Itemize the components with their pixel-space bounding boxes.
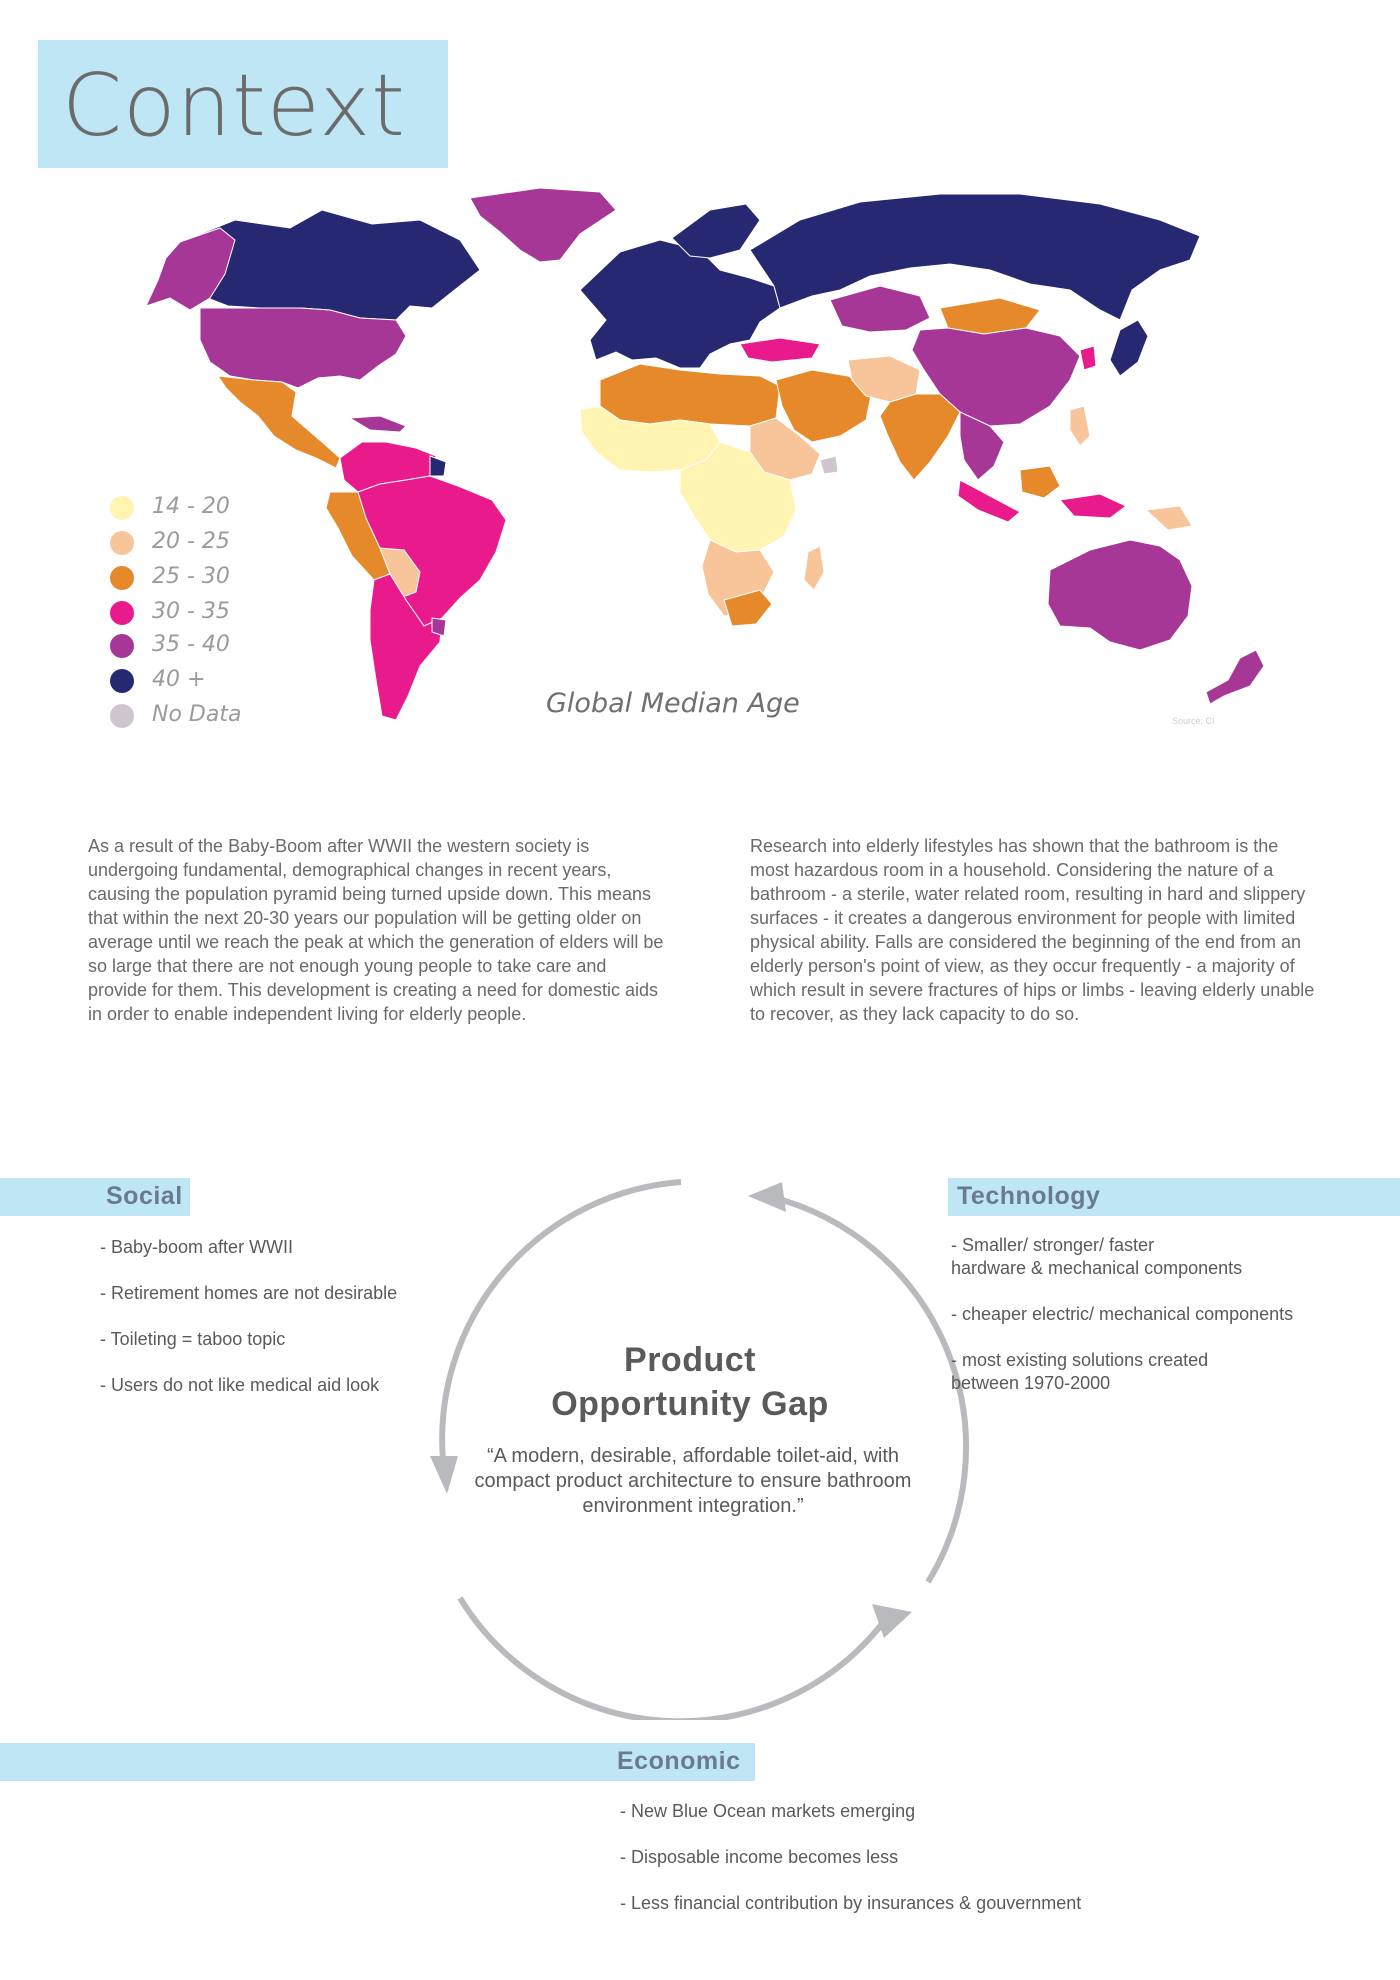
legend-label: 20 - 25 [152,529,230,554]
list-item: - most existing solutions created between 1970-2000 [951,1350,1209,1393]
list-item: - Smaller/ stronger/ faster hardware & mechanical components [951,1235,1243,1278]
legend-label: 40 + [152,667,206,692]
intro-paragraph-right: Research into elderly lifestyles has shown that the bathroom is the most hazardous room in a household. Considering the nature of a bathroom - a sterile, water related room, resulting in hard and slippery surfaces - it creates a dangerous environment for people with limited physical ability. Falls are considered the beginning of the end from an elderly person's point of view, as they occur frequently - a majority of which result in severe fractures of hips or limbs - leaving elderly unable to recover, as they lack capacity to do so. [750,836,1315,1024]
map-region-mexico [218,376,340,468]
list-item: - Less financial contribution by insurances & gouvernment [620,1893,1082,1913]
legend-swatch [110,669,134,693]
map-region-madagascar [804,546,824,590]
legend-item [110,665,310,695]
product-opportunity-gap-quote: “A modern, desirable, affordable toilet-aid, with compact product architecture to ensure bathroom environment integration.” [474,1445,912,1517]
list-item: - Disposable income becomes less [620,1847,899,1867]
pog-title-line-2: Opportunity Gap [551,1385,829,1423]
legend-item [110,630,310,660]
map-region-philippines [1070,406,1090,446]
legend-item [110,597,310,627]
technology-heading: Technology [957,1182,1101,1210]
legend-label: 14 - 20 [152,494,230,519]
list-item: - Retirement homes are not desirable [100,1283,398,1303]
map-region-papua-new-guinea [1146,506,1192,530]
legend-item [110,492,310,522]
list-item: - Toileting = taboo topic [100,1329,286,1349]
map-region-turkey [740,338,820,362]
list-item: - Users do not like medical aid look [100,1375,380,1395]
map-region-new-zealand [1206,650,1264,704]
legend-swatch [110,601,134,625]
economic-list [620,1800,1081,1938]
legend-item [110,700,310,730]
cycle-arrow-head-top [748,1182,786,1212]
legend-swatch [110,496,134,520]
map-caption: Global Median Age [546,688,800,719]
legend-swatch [110,566,134,590]
map-region-no-data [820,456,838,474]
intro-paragraph-left: As a result of the Baby-Boom after WWII the western society is undergoing fundamental, demographical changes in recent years, causing the population pyramid being turned upside down. This means that within the next 20-30 years our population will be getting older on average until we reach the peak at which the generation of elders will be so large that there are not enough young people to take care and provide for them. This development is creating a need for domestic aids in order to enable independent living for elderly people. [88,836,664,1024]
legend-item [110,527,310,557]
legend-label: 35 - 40 [152,632,230,657]
page-title: Context [62,56,406,156]
map-region-borneo [1020,466,1060,498]
social-heading: Social [106,1182,183,1210]
map-region-korea [1080,346,1096,370]
cycle-arc-bottom [460,1598,885,1720]
list-item: - Baby-boom after WWII [100,1237,294,1257]
cycle-diagram [400,1160,980,1720]
pog-title-line-1: Product [624,1341,756,1379]
map-region-indonesia-west [958,480,1020,522]
map-region-indonesia-east [1060,494,1126,518]
map-region-japan [1110,320,1148,376]
map-region-caribbean [350,416,406,432]
social-list [100,1236,397,1420]
map-region-usa [200,308,406,388]
product-opportunity-gap-title [470,1338,910,1426]
legend-label: 25 - 30 [152,564,230,589]
map-region-russia [750,194,1200,320]
legend-item [110,562,310,592]
map-source-note: Source: CI [1172,716,1215,726]
legend-label: 30 - 35 [152,599,230,624]
map-region-greenland [470,188,616,262]
technology-list [951,1234,1293,1418]
list-item: - New Blue Ocean markets emerging [620,1801,916,1821]
map-region-guianas [430,456,446,476]
legend-swatch [110,704,134,728]
list-item: - cheaper electric/ mechanical components [951,1304,1294,1324]
map-region-india [880,394,960,480]
legend-label: No Data [152,702,242,727]
map-region-australia [1048,540,1192,650]
map-region-scandinavia [672,204,760,258]
legend-swatch [110,531,134,555]
legend-swatch [110,634,134,658]
economic-heading: Economic [617,1747,741,1775]
map-region-north-africa [600,364,780,426]
map-region-kazakhstan [830,286,930,332]
